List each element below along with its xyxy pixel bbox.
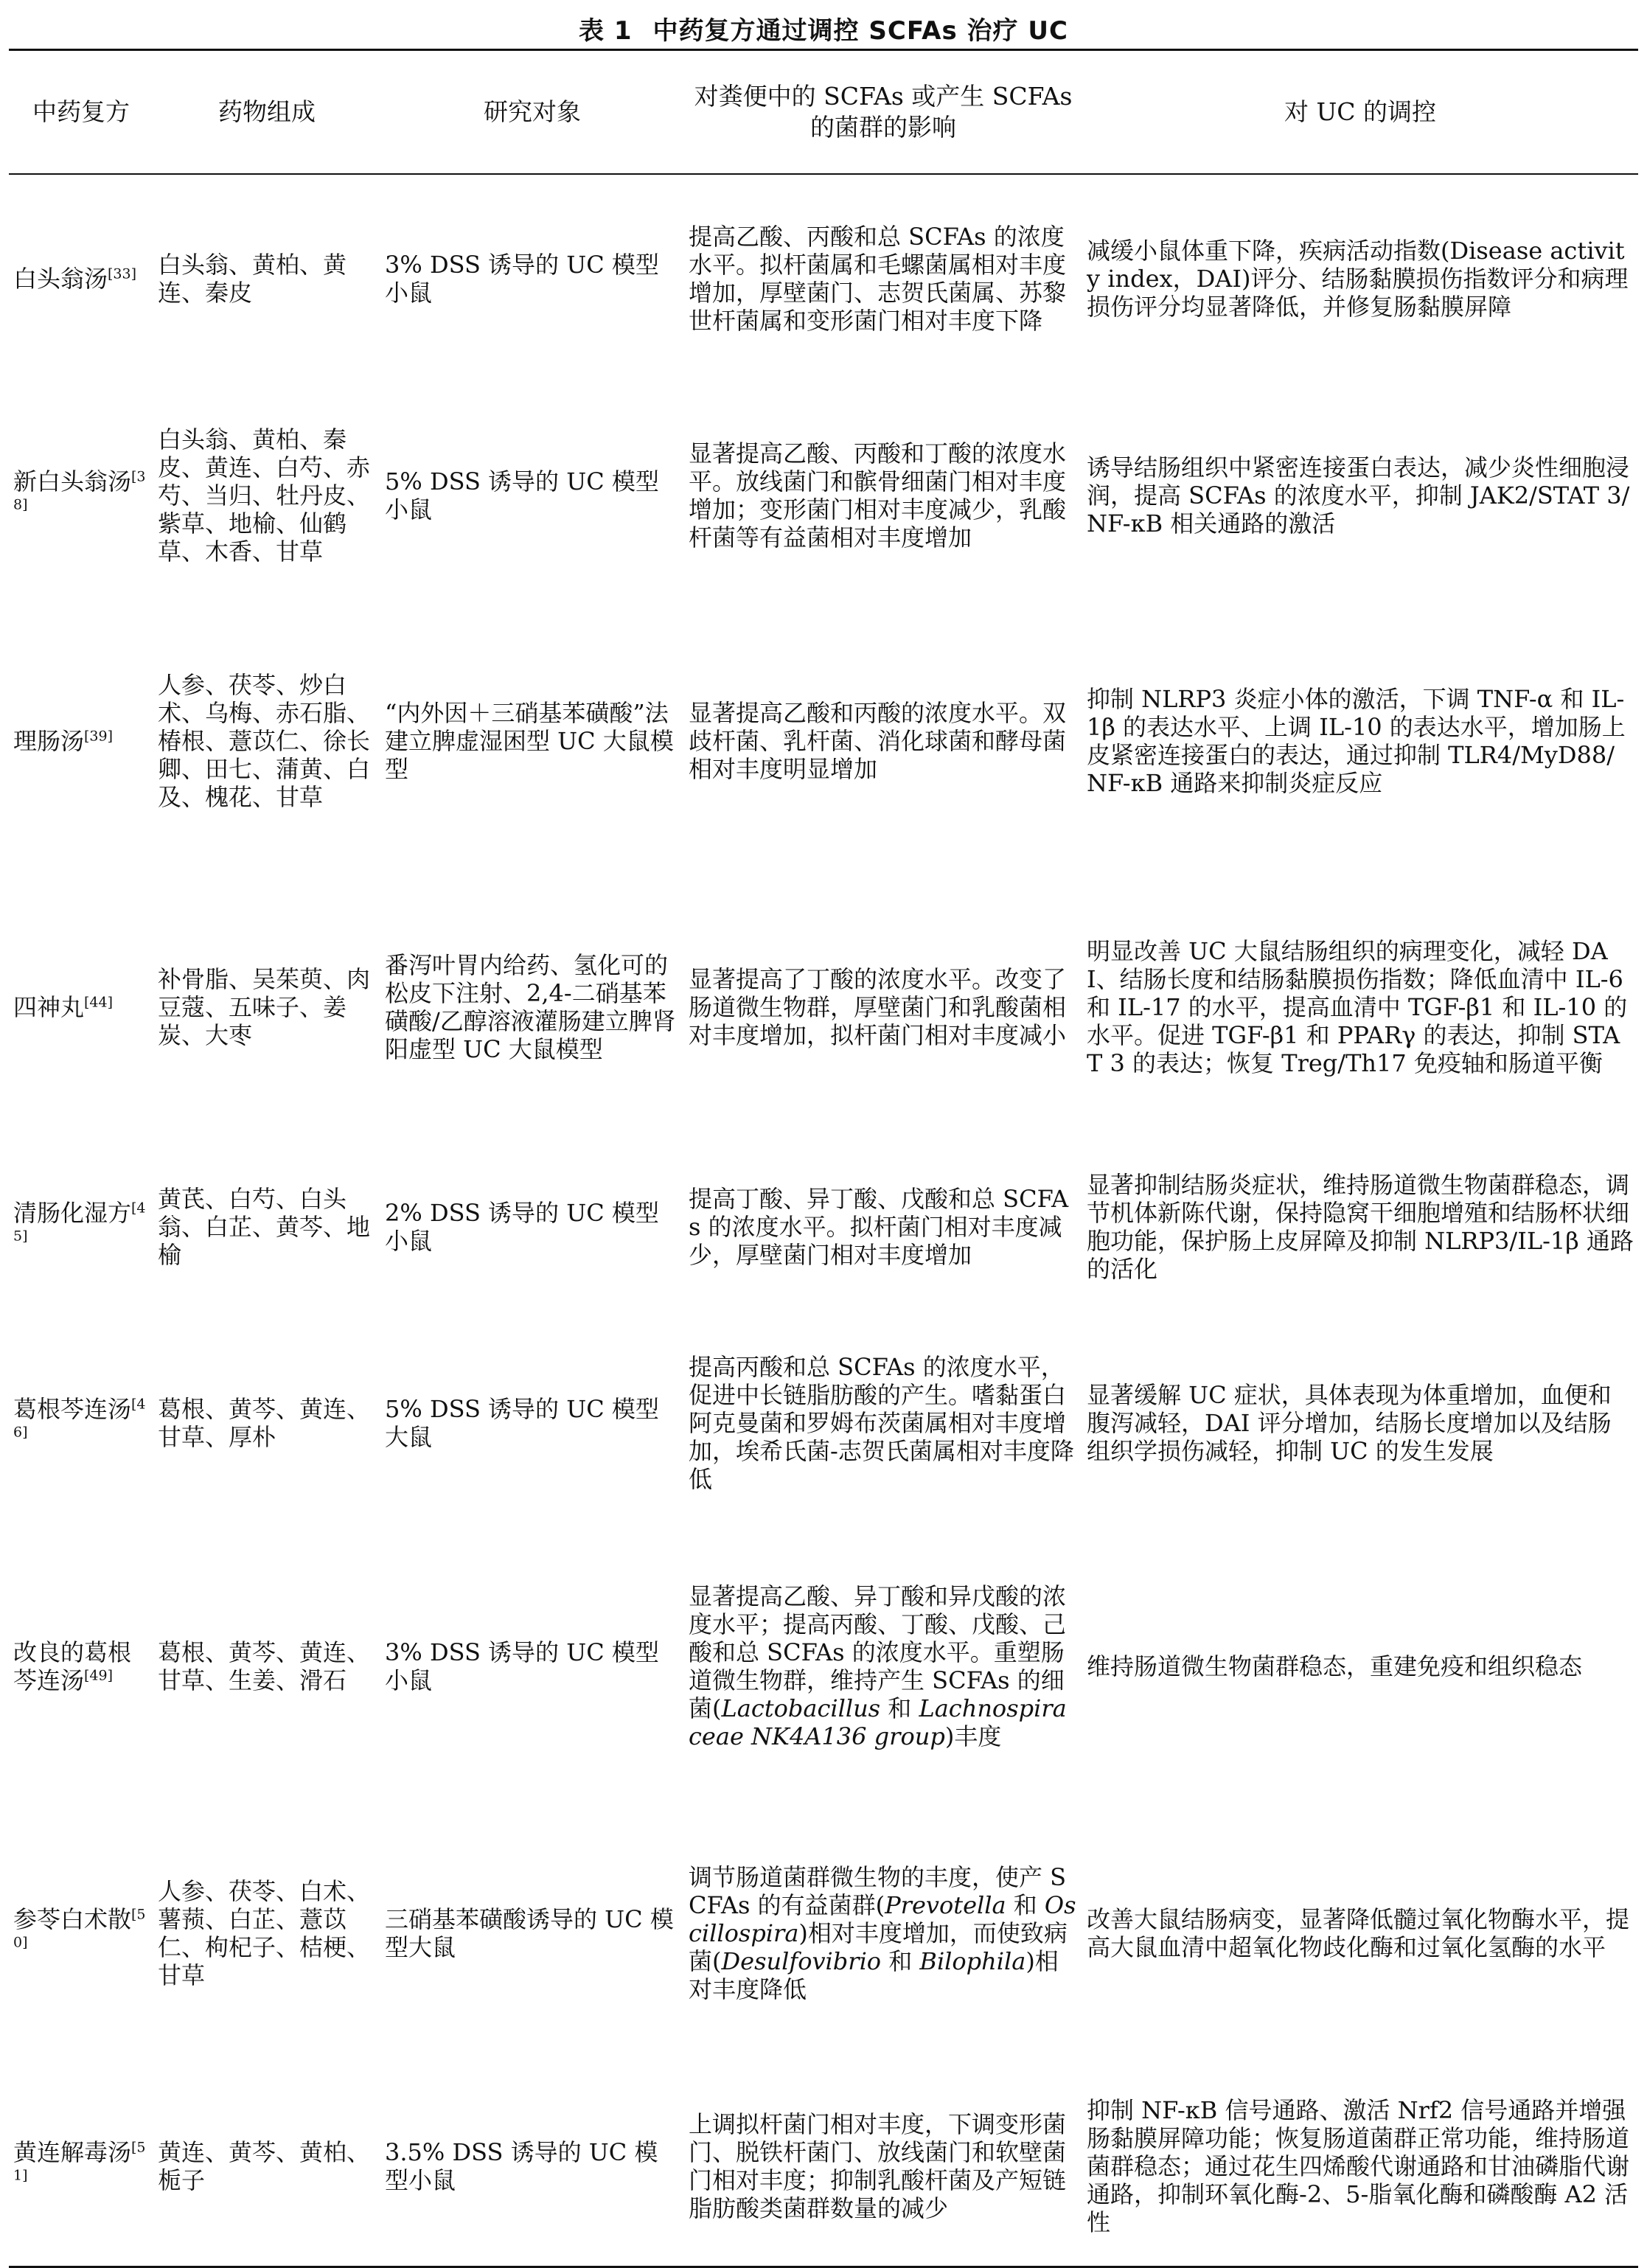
table-row xyxy=(9,1800,1638,2067)
data-table xyxy=(9,49,1638,2268)
uc-regulation-cell: 明显改善 UC 大鼠结肠组织的病理变化，减轻 DAI、结肠长度和结肠黏膜损伤指数；降低血清中 IL-6 和 IL-17 的水平，提高血清中 TGF-β1 和 IL-10 的水平。促进 TGF-β1 和 PPARγ 的表达，抑制 STAT 3 的表达；恢复 Treg/Th17 免疫轴和肠道平衡 xyxy=(1087,937,1628,1077)
uc-regulation-cell: 抑制 NLRP3 炎症小体的激活，下调 TNF-α 和 IL-1β 的表达水平、上调 IL-10 的表达水平，增加肠上皮紧密连接蛋白的表达，通过抑制 TLR4/MyD88/NF-κB 通路来抑制炎症反应 xyxy=(1087,685,1626,797)
uc-regulation-cell: 改善大鼠结肠病变，显著降低髓过氧化物酶水平，提高大鼠血清中超氧化物歧化酶和过氧化氢酶的水平 xyxy=(1087,1905,1630,1961)
subject-cell: 3% DSS 诱导的 UC 模型小鼠 xyxy=(385,1638,659,1694)
formula-name-cell xyxy=(9,383,153,608)
table-row xyxy=(9,1533,1638,1800)
reference-marker: [39] xyxy=(84,728,114,745)
composition-cell: 白头翁、黄柏、秦皮、黄连、白芍、赤芍、当归、牡丹皮、紫草、地榆、仙鹤草、木香、甘草 xyxy=(158,425,371,566)
formula-name-cell xyxy=(9,608,153,874)
formula-name: 参苓白术散 xyxy=(13,1905,132,1933)
formula-name: 理肠汤 xyxy=(13,727,85,755)
reference-marker: [49] xyxy=(84,1667,114,1684)
reference-marker: [38] xyxy=(13,468,146,513)
composition-cell: 葛根、黄芩、黄连、甘草、生姜、滑石 xyxy=(158,1638,371,1694)
header-subject: 研究对象 xyxy=(484,97,581,126)
subject-cell: 5% DSS 诱导的 UC 模型小鼠 xyxy=(385,467,659,523)
subject-cell: 5% DSS 诱导的 UC 模型大鼠 xyxy=(385,1395,659,1451)
formula-name: 葛根芩连汤 xyxy=(13,1395,132,1423)
table-row xyxy=(9,174,1638,383)
scfa-effect-cell: 显著提高了丁酸的浓度水平。改变了肠道微生物群，厚壁菌门和乳酸菌相对丰度增加，拟杆菌门相对丰度减小 xyxy=(689,965,1067,1049)
header-scfa-effect: 对粪便中的 SCFAs 或产生 SCFAs 的菌群的影响 xyxy=(694,82,1073,142)
uc-regulation-cell: 减缓小鼠体重下降，疾病活动指数(Disease activity index，DAI)评分、结肠黏膜损伤指数评分和病理损伤评分均显著降低，并修复肠黏膜屏障 xyxy=(1087,237,1629,321)
subject-cell: 3.5% DSS 诱导的 UC 模型小鼠 xyxy=(385,2138,658,2194)
formula-name-cell xyxy=(9,174,153,383)
composition-cell: 黄连、黄芩、黄柏、栀子 xyxy=(158,2138,371,2194)
table-title: 中药复方通过调控 SCFAs 治疗 UC xyxy=(652,16,1068,46)
table-row xyxy=(9,874,1638,1141)
table-row xyxy=(9,1141,1638,1313)
subject-cell: 2% DSS 诱导的 UC 模型小鼠 xyxy=(385,1199,659,1255)
scfa-effect-cell: 提高丙酸和总 SCFAs 的浓度水平，促进中长链脂肪酸的产生。嗜黏蛋白阿克曼菌和罗姆布茨菌属相对丰度增加，埃希氏菌-志贺氏菌属相对丰度降低 xyxy=(689,1353,1074,1493)
composition-cell: 黄芪、白芍、白头翁、白芷、黄芩、地榆 xyxy=(158,1185,371,1269)
table-row xyxy=(9,2067,1638,2267)
formula-name-cell xyxy=(9,1800,153,2067)
formula-name: 白头翁汤 xyxy=(13,265,108,293)
table-number: 表 1 xyxy=(579,16,633,46)
table-row xyxy=(9,383,1638,608)
table-caption xyxy=(0,10,1647,46)
composition-cell: 补骨脂、吴茱萸、肉豆蔻、五味子、姜炭、大枣 xyxy=(158,965,371,1049)
subject-cell: 番泻叶胃内给药、氢化可的松皮下注射、2,4-二硝基苯磺酸/乙醇溶液灌肠建立脾肾阳虚型 UC 大鼠模型 xyxy=(385,951,676,1063)
composition-cell: 葛根、黄芩、黄连、甘草、厚朴 xyxy=(158,1395,371,1451)
reference-marker: [51] xyxy=(13,2139,146,2184)
formula-name: 四神丸 xyxy=(13,993,85,1021)
formula-name-cell xyxy=(9,2067,153,2267)
header-row xyxy=(9,50,1638,175)
composition-cell: 白头翁、黄柏、黄连、秦皮 xyxy=(158,251,347,307)
reference-marker: [46] xyxy=(13,1396,146,1441)
uc-regulation-cell: 维持肠道微生物菌群稳态，重建免疫和组织稳态 xyxy=(1087,1652,1583,1680)
uc-regulation-cell: 诱导结肠组织中紧密连接蛋白表达，减少炎性细胞浸润，提高 SCFAs 的浓度水平，抑制 JAK2/STAT 3/NF-κB 相关通路的激活 xyxy=(1087,453,1630,538)
subject-cell: 三硝基苯磺酸诱导的 UC 模型大鼠 xyxy=(385,1905,674,1961)
reference-marker: [33] xyxy=(108,265,137,282)
formula-name: 改良的葛根芩连汤 xyxy=(13,1638,132,1694)
formula-name-cell xyxy=(9,874,153,1141)
formula-name: 新白头翁汤 xyxy=(13,467,132,495)
composition-cell: 人参、茯苓、炒白术、乌梅、赤石脂、椿根、薏苡仁、徐长卿、田七、蒲黄、白及、槐花、甘草 xyxy=(158,671,371,811)
header-uc-regulation: 对 UC 的调控 xyxy=(1284,97,1437,126)
scfa-effect-cell: 上调拟杆菌门相对丰度，下调变形菌门、脱铁杆菌门、放线菌门和软壁菌门相对丰度；抑制乳酸杆菌及产短链脂肪酸类菌群数量的减少 xyxy=(689,2110,1067,2222)
formula-name: 黄连解毒汤 xyxy=(13,2138,132,2166)
uc-regulation-cell: 抑制 NF-κB 信号通路、激活 Nrf2 信号通路并增强肠黏膜屏障功能；恢复肠道菌群正常功能，维持肠道菌群稳态；通过花生四烯酸代谢通路和甘油磷脂代谢通路，抑制环氧化酶-2、5-脂氧化酶和磷酸酶 A2 活性 xyxy=(1087,2096,1630,2236)
header-composition: 药物组成 xyxy=(218,97,316,126)
scfa-effect-cell: 调节肠道菌群微生物的丰度，使产 SCFAs 的有益菌群(Prevotella 和 Oscillospira)相对丰度增加，而使致病菌(Desulfovibrio 和 Bilophila)相对丰度降低 xyxy=(689,1863,1076,2003)
formula-name: 清肠化湿方 xyxy=(13,1199,132,1227)
header-formula: 中药复方 xyxy=(32,97,130,126)
uc-regulation-cell: 显著缓解 UC 症状，具体表现为体重增加，血便和腹泻减轻，DAI 评分增加，结肠长度增加以及结肠组织学损伤减轻，抑制 UC 的发生发展 xyxy=(1087,1381,1612,1465)
scfa-effect-cell: 显著提高乙酸和丙酸的浓度水平。双歧杆菌、乳杆菌、消化球菌和酵母菌相对丰度明显增加 xyxy=(689,699,1067,783)
scfa-effect-cell: 提高丁酸、异丁酸、戊酸和总 SCFAs 的浓度水平。拟杆菌门相对丰度减少，厚壁菌门相对丰度增加 xyxy=(689,1185,1069,1269)
scfa-effect-cell: 显著提高乙酸、丙酸和丁酸的浓度水平。放线菌门和髌骨细菌门相对丰度增加；变形菌门相对丰度减少，乳酸杆菌等有益菌相对丰度增加 xyxy=(689,439,1067,552)
subject-cell: 3% DSS 诱导的 UC 模型小鼠 xyxy=(385,251,659,307)
reference-marker: [50] xyxy=(13,1906,146,1951)
table-body xyxy=(9,174,1638,2267)
reference-marker: [45] xyxy=(13,1200,146,1245)
table-row xyxy=(9,608,1638,874)
formula-name-cell xyxy=(9,1313,153,1533)
subject-cell: “内外因＋三硝基苯磺酸”法建立脾虚湿困型 UC 大鼠模型 xyxy=(385,699,674,783)
scfa-effect-cell: 提高乙酸、丙酸和总 SCFAs 的浓度水平。拟杆菌属和毛螺菌属相对丰度增加，厚壁菌门、志贺氏菌属、苏黎世杆菌属和变形菌门相对丰度下降 xyxy=(689,223,1067,335)
reference-marker: [44] xyxy=(84,994,114,1011)
scfa-effect-cell: 显著提高乙酸、异丁酸和异戊酸的浓度水平；提高丙酸、丁酸、戊酸、己酸和总 SCFAs 的浓度水平。重塑肠道微生物群，维持产生 SCFAs 的细菌(Lactobacillus 和 Lachnospiraceae NK4A136 group)丰度 xyxy=(689,1582,1067,1750)
composition-cell: 人参、茯苓、白术、薯蓣、白芷、薏苡仁、枸杞子、桔梗、甘草 xyxy=(158,1877,371,1989)
uc-regulation-cell: 显著抑制结肠炎症状，维持肠道微生物菌群稳态，调节机体新陈代谢，保持隐窝干细胞增殖和结肠杯状细胞功能，保护肠上皮屏障及抑制 NLRP3/IL-1β 通路的活化 xyxy=(1087,1171,1634,1283)
formula-name-cell xyxy=(9,1141,153,1313)
formula-name-cell xyxy=(9,1533,153,1800)
table-row xyxy=(9,1313,1638,1533)
